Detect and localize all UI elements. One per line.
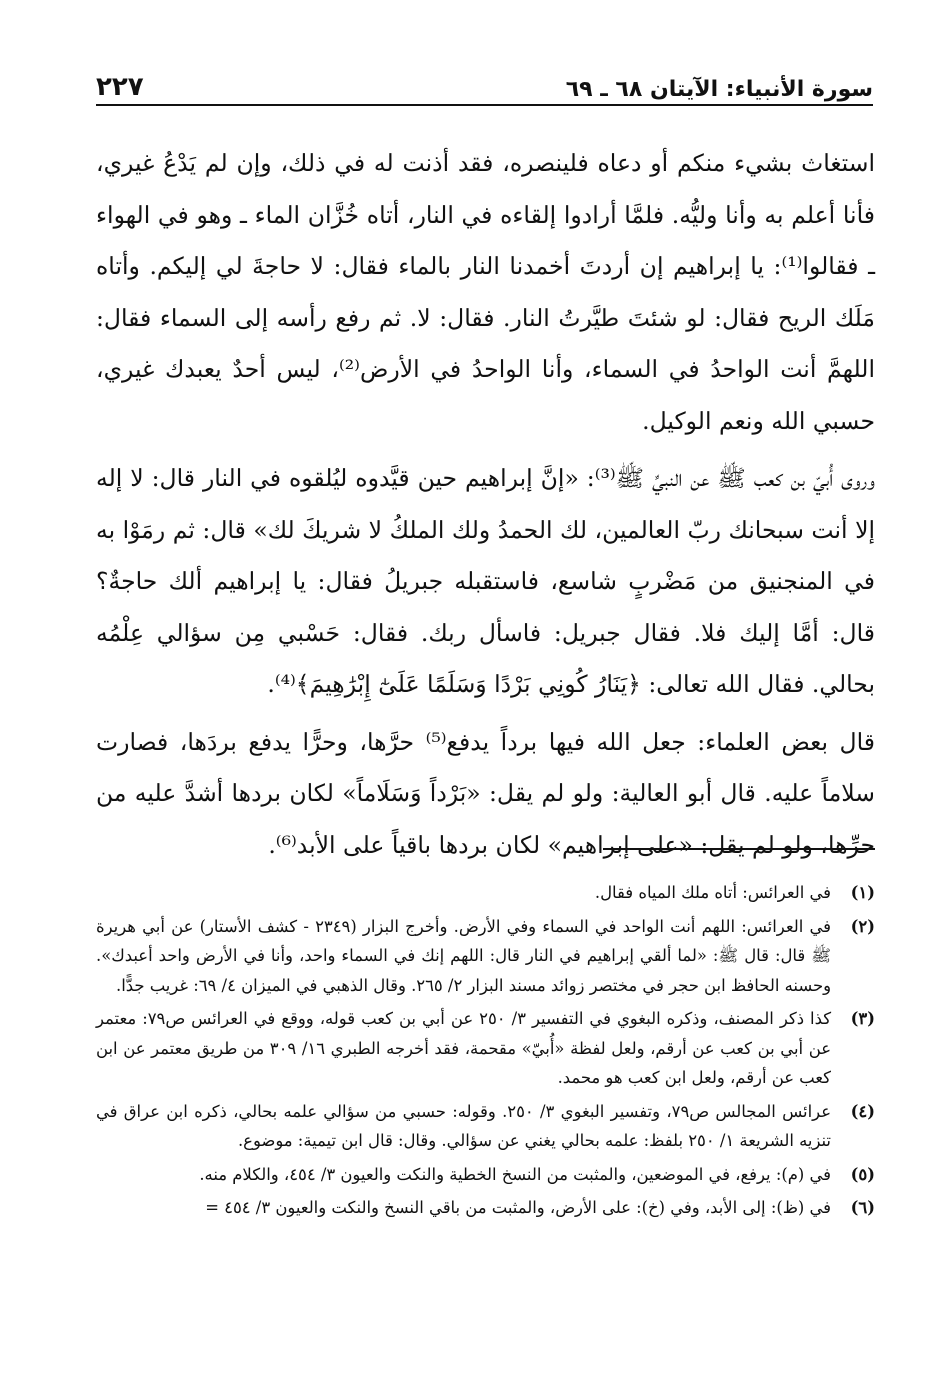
footnote-number: (١): [850, 883, 875, 902]
running-header: [96, 60, 873, 102]
paragraph: قال بعض العلماء: جعل الله فيها برداً يدفع⁽⁵⁾ حرَّها، وحرًّا يدفع بردَها، فصارت سلاماً عليه. قال أبو العالية: ولو لم يقل: «بَرْداً وَسَلَاماً» لكان بردها أشدَّ عليه من حرِّها، ولو لم يقل: «على إبراهيم» لكان بردها باقياً على الأبد⁽⁶⁾.: [96, 727, 875, 859]
footnote-number: (٣): [850, 1009, 875, 1028]
footnote-text: في (م): يرفع، في الموضعين، والمثبت من النسخ الخطية والنكت والعيون ٣/ ٤٥٤، والكلام منه.: [199, 1164, 831, 1184]
footnote: [96, 912, 875, 1001]
footnote-number: (٢): [850, 916, 875, 936]
footnote: [96, 1160, 875, 1190]
footnote-text: في (ظ): إلى الأبد، وفي (خ): على الأرض، والمثبت من باقي النسخ والنكت والعيون ٣/ ٤٥٤ =: [205, 1198, 831, 1217]
running-title: سورة الأنبياء: الآيتان ٦٨ ـ ٦٩: [565, 77, 873, 102]
footnotes: [96, 878, 875, 1227]
footnote-number: (٦): [850, 1198, 875, 1217]
footnote: [96, 1097, 875, 1156]
header-rule: [96, 104, 873, 106]
footnote-text: في العرائس: اللهم أنت الواحد في السماء وفي الأرض. وأخرج البزار (٢٣٤٩ - كشف الأستار) عن أبي هريرة ﷺ قال: قال ﷺ: «لما ألقي إبراهيم في النار قال: اللهم إنك في السماء واحد، وأنا في الأرض واحد أعبدك». وحسنه الحافظ ابن حجر في مختصر زوائد مسند البزار ٢/ ٢٦٥. وقال الذهبي في الميزان ٤/ ٦٩: غريب جدًّا.: [96, 916, 831, 995]
main-text: [96, 138, 875, 871]
footnote: [96, 1004, 875, 1093]
footnote-separator: [603, 848, 875, 850]
footnote: [96, 878, 875, 908]
paragraph: استغاث بشيء منكم أو دعاه فلينصره، فقد أذنت له في ذلك، وإن لم يَدْعُ غيري، فأنا أعلم به وأنا وليُّه. فلمَّا أرادوا إلقاءه في النار، أتاه خُزَّان الماء ـ وهو في الهواء ـ فقالوا⁽¹⁾: يا إبراهيم إن أردتَ أخمدنا النار بالماء فقال: لا حاجةَ لي إليكم. وأتاه مَلَك الريح فقال: لو شئتَ طيَّرتُ النار. فقال: لا. ثم رفع رأسه إلى السماء فقال: اللهمَّ أنت الواحدُ في السماء، وأنا الواحدُ في الأرض⁽²⁾، ليس أحدٌ يعبدك غيري، حسبي الله ونعم الوكيل.: [96, 149, 875, 435]
footnote: [96, 1193, 875, 1223]
footnote-text: عرائس المجالس ص٧٩، وتفسير البغوي ٣/ ٢٥٠. وقوله: حسبي من سؤالي علمه بحالي، ذكره ابن عراق في تنزيه الشريعة ١/ ٢٥٠ بلفظ: علمه بحالي يغني عن سؤالي. وقال: قال ابن تيمية: موضوع.: [96, 1101, 831, 1150]
paragraph: وروى أُبيّ بن كعب ﷺ عن النبيِّ ﷺ⁽³⁾: «إنَّ إبراهيم حين قيَّدوه ليُلقوه في النار قال: لا إله إلا أنت سبحانك ربّ العالمين، لك الحمدُ ولك الملكُ لا شريكَ لك» قال: ثم رمَوْا به في المنجنيق من مَضْربٍ شاسع، فاستقبله جبريلُ فقال: يا إبراهيم ألك حاجةٌ؟ قال: أمَّا إليك فلا. فقال جبريل: فاسأل ربك. فقال: حَسْبي مِن سؤالي عِلْمُه بحالي. فقال الله تعالى: ﴿يَنَارُ كُونِي بَرْدًا وَسَلَمًا عَلَىٰٓ إِبْرَٰهِيمَ﴾⁽⁴⁾.: [96, 464, 875, 698]
footnote-number: (٤): [850, 1101, 875, 1121]
footnote-text: في العرائس: أتاه ملك المياه فقال.: [594, 883, 831, 902]
footnote-text: كذا ذكر المصنف، وذكره البغوي في التفسير ٣/ ٢٥٠ عن أبي بن كعب قوله، ووقع في العرائس ص٧٩: معتمر عن أبي بن كعب عن أرقم، ولعل لفظة «أُبيّ» مقحمة، فقد أخرجه الطبري ١٦/ ٣٠٩ من طريق معتمر عن ابن كعب عن أرقم، ولعل ابن كعب هو محمد.: [96, 1009, 831, 1087]
page-number: ٢٢٧: [96, 72, 144, 102]
footnote-number: (٥): [850, 1164, 875, 1184]
